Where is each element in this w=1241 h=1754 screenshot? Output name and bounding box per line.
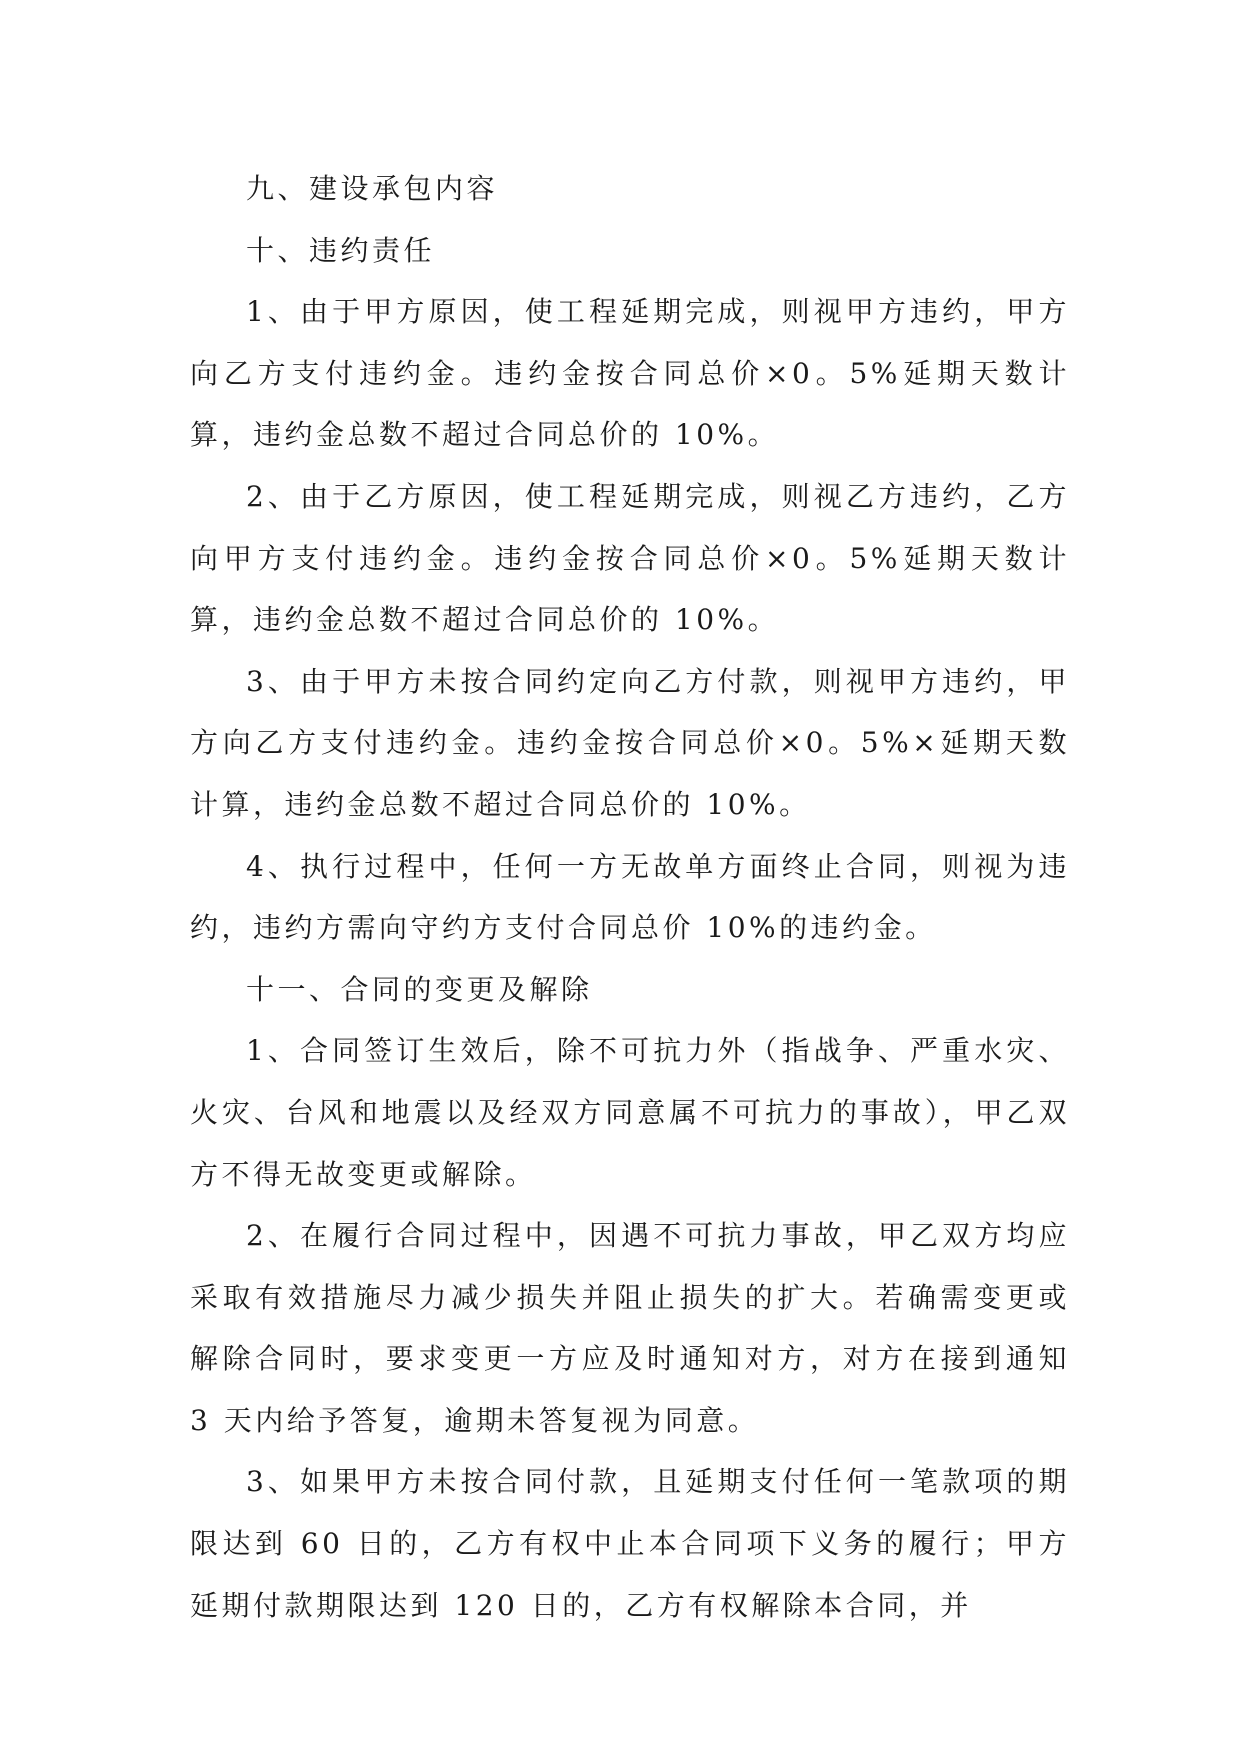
- clause-10-2: 2、由于乙方原因，使工程延期完成，则视乙方违约，乙方向甲方支付违约金。违约金按合同总价×0。5%延期天数计算，违约金总数不超过合同总价的 10%。: [190, 479, 1070, 637]
- clause-10-3: 3、由于甲方未按合同约定向乙方付款，则视甲方违约，甲方向乙方支付违约金。违约金按合同总价×0。5%×延期天数计算，违约金总数不超过合同总价的 10%。: [190, 664, 1070, 821]
- document-body: [190, 158, 1070, 1636]
- clause-11-3: 3、如果甲方未按合同付款，且延期支付任何一笔款项的期限达到 60 日的，乙方有权中止本合同项下义务的履行；甲方延期付款期限达到 120 日的，乙方有权解除本合同，并: [190, 1465, 1070, 1622]
- section-heading-11: 十一、合同的变更及解除: [246, 972, 593, 1006]
- section-heading-9: 九、建设承包内容: [246, 172, 499, 205]
- clause-11-2: 2、在履行合同过程中，因遇不可抗力事故，甲乙双方均应采取有效措施尽力减少损失并阻止损失的扩大。若确需变更或解除合同时，要求变更一方应及时通知对方，对方在接到通知 3 天内给予答复，逾期未答复视为同意。: [190, 1219, 1070, 1437]
- section-heading-10: 十、违约责任: [246, 233, 436, 267]
- clause-11-1: 1、合同签订生效后，除不可抗力外（指战争、严重水灾、火灾、台风和地震以及经双方同意属不可抗力的事故），甲乙双方不得无故变更或解除。: [190, 1034, 1070, 1191]
- clause-10-1: 1、由于甲方原因，使工程延期完成，则视甲方违约，甲方向乙方支付违约金。违约金按合同总价×0。5%延期天数计算，违约金总数不超过合同总价的 10%。: [190, 295, 1070, 452]
- clause-10-4: 4、执行过程中，任何一方无故单方面终止合同，则视为违约，违约方需向守约方支付合同总价 10%的违约金。: [190, 849, 1070, 945]
